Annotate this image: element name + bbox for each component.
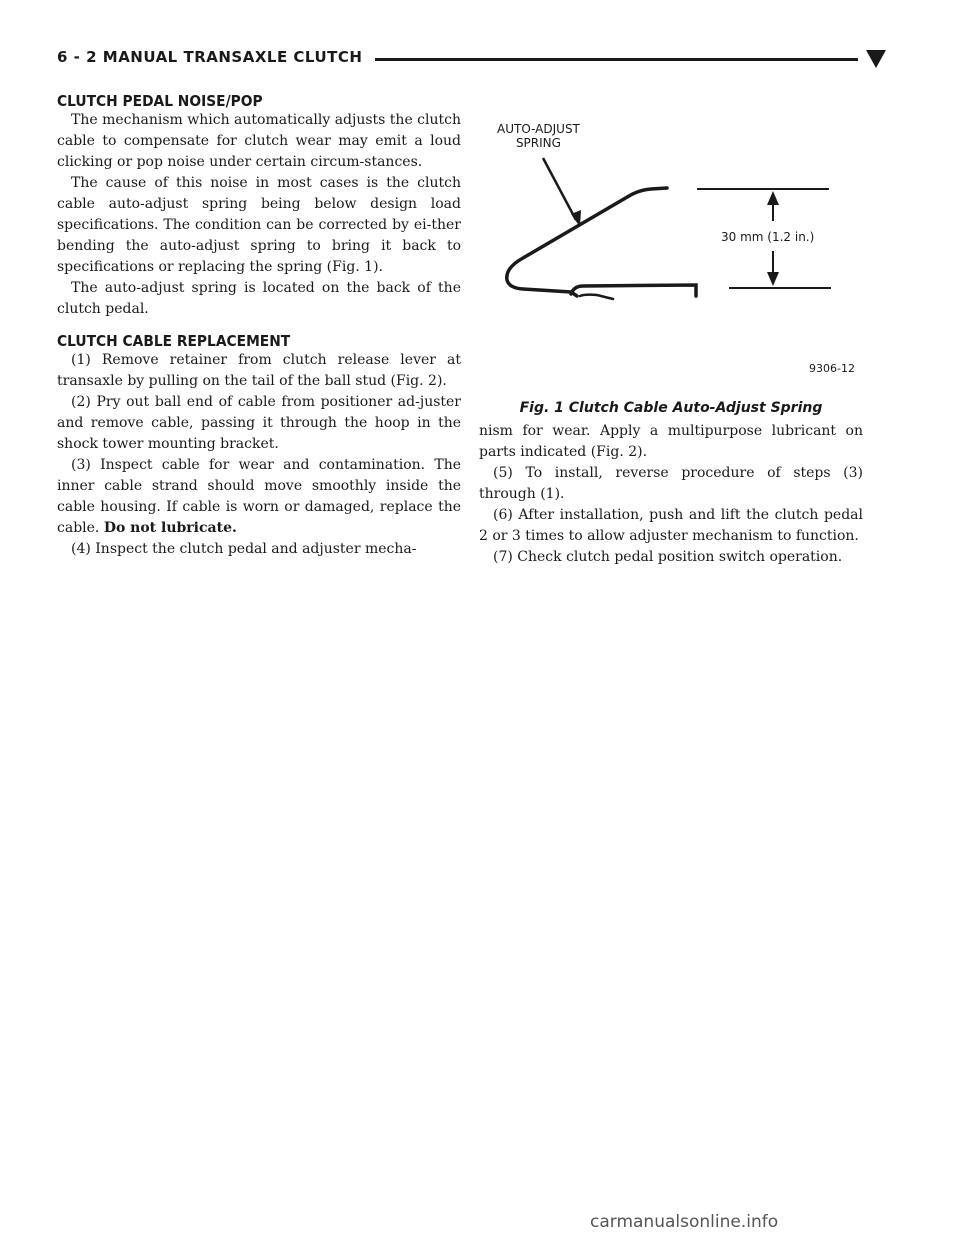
step-7: (7) Check clutch pedal position switch operation. <box>493 549 843 565</box>
step-5: (5) To install, reverse procedure of steps (3) through (1). <box>479 465 863 502</box>
spring-label-line2: SPRING <box>515 136 561 150</box>
watermark: carmanualsonline.info <box>590 1212 779 1232</box>
noise-paragraph-3: The auto-adjust spring is located on the back of the clutch pedal. <box>57 280 461 317</box>
step-3-warning: Do not lubricate. <box>103 520 237 536</box>
section-heading-noise: CLUTCH PEDAL NOISE/POP <box>57 92 263 110</box>
figure-code: 9306-12 <box>809 362 855 375</box>
dimension-label: 30 mm (1.2 in.) <box>721 230 815 244</box>
step-4-start: (4) Inspect the clutch pedal and adjuster mecha- <box>71 541 417 557</box>
step-2: (2) Pry out ball end of cable from positioner ad-juster and remove cable, passing it through the hoop in the shock tower mounting bracket. <box>57 394 461 452</box>
right-column <box>479 421 863 568</box>
step-6: (6) After installation, push and lift the clutch pedal 2 or 3 times to allow adjuster mechanism to function. <box>479 507 863 544</box>
noise-paragraph-2: The cause of this noise in most cases is the clutch cable auto-adjust spring being below design load specifications. The condition can be corrected by ei-ther bending the auto-adjust spring to bring it back to specifications or replacing the spring (Fig. 1). <box>57 175 461 275</box>
left-column <box>57 92 461 560</box>
down-triangle-icon <box>866 50 886 68</box>
spring-label-line1: AUTO-ADJUST <box>497 122 580 136</box>
step-4-continued: nism for wear. Apply a multipurpose lubricant on parts indicated (Fig. 2). <box>479 423 863 460</box>
section-heading-cable: CLUTCH CABLE REPLACEMENT <box>57 332 291 350</box>
spring-label <box>497 122 580 150</box>
step-3 <box>57 455 461 539</box>
page-header <box>57 44 890 74</box>
step-1: (1) Remove retainer from clutch release lever at transaxle by pulling on the tail of the ball stud (Fig. 2). <box>57 352 461 389</box>
figure-1 <box>479 108 863 418</box>
figure-caption: Fig. 1 Clutch Cable Auto-Adjust Spring <box>519 400 823 416</box>
header-rule <box>375 58 858 61</box>
spring-diagram <box>479 108 863 398</box>
noise-paragraph-1: The mechanism which automatically adjusts the clutch cable to compensate for clutch wear may emit a loud clicking or pop noise under certain circum-stances. <box>57 112 461 170</box>
step-3-text: (3) Inspect cable for wear and contamination. The inner cable strand should move smoothly inside the cable housing. If cable is worn or damaged, replace the cable. <box>57 457 461 536</box>
page-title: 6 - 2 MANUAL TRANSAXLE CLUTCH <box>57 48 363 66</box>
